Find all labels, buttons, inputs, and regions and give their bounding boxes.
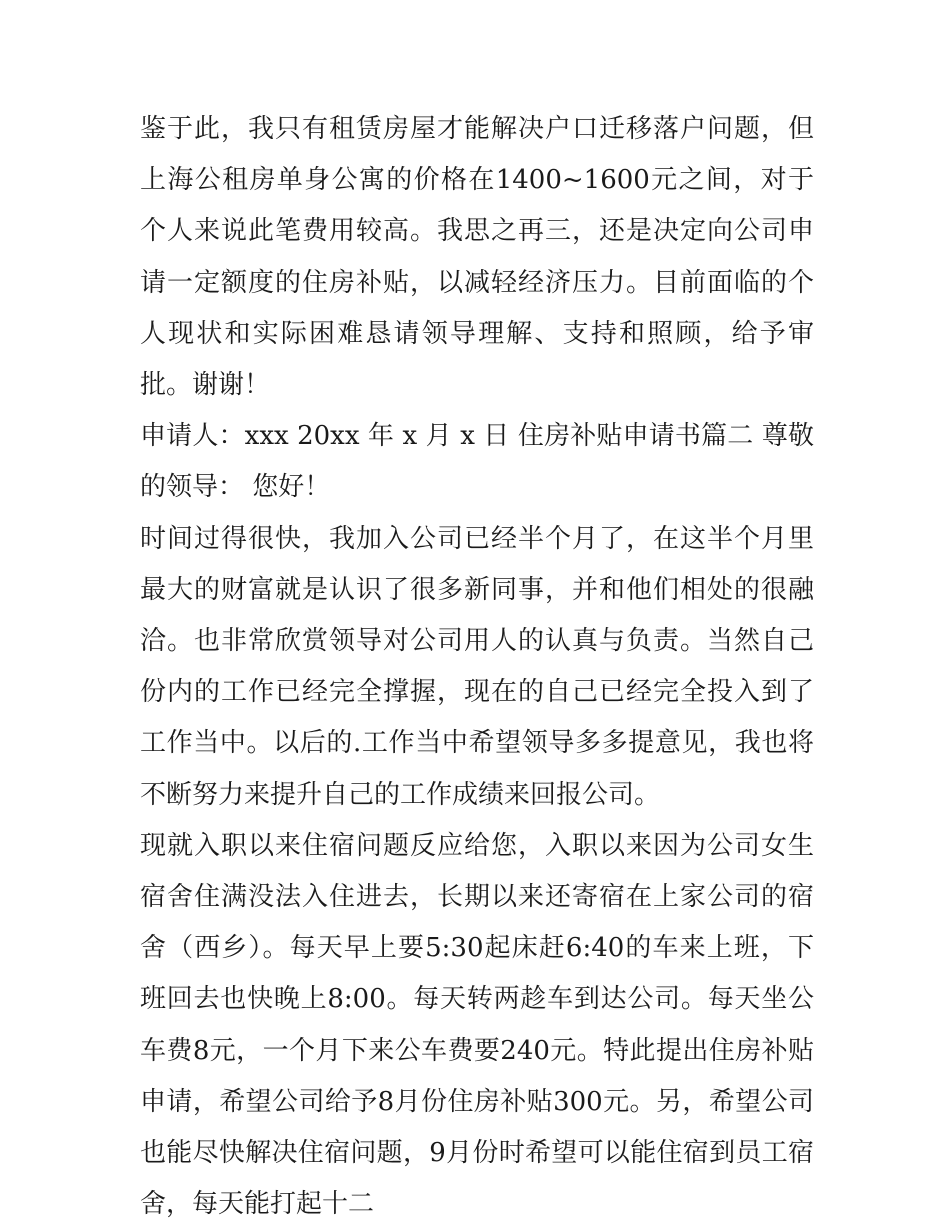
paragraph-work-introduction: 时间过得很快，我加入公司已经半个月了，在这半个月里最大的财富就是认识了很多新同事，并和他们相处的很融洽。也非常欣赏领导对公司用人的认真与负责。当然自己份内的工作已经完全撑握，现在的自己已经完全投入到了工作当中。以后的.工作当中希望领导多多提意见，我也将不断努力来提升自己的工作成绩来回报公司。	[140, 523, 814, 810]
paragraph-accommodation-request: 现就入职以来住宿问题反应给您，入职以来因为公司女生宿舍住满没法入住进去，长期以来还寄宿在上家公司的宿舍（西乡）。每天早上要5:30起床赶6:40的车来上班，下班回去也快晚上8:00。每天转两趁车到达公司。每天坐公车费8元，一个月下来公车费要240元。特此提出住房补贴申请，希望公司给予8月份住房补贴300元。另，希望公司也能尽快解决住宿问题，9月份时希望可以能住宿到员工宿舍，每天能打起十二	[140, 830, 814, 1220]
document-body	[140, 104, 814, 1230]
paragraph-applicant-signature: 申请人：xxx 20xx 年 x 月 x 日 住房补贴申请书篇二 尊敬的领导： 您好！	[140, 421, 814, 503]
paragraph-housing-reason: 鉴于此，我只有租赁房屋才能解决户口迁移落户问题，但上海公租房单身公寓的价格在1400~1600元之间，对于个人来说此笔费用较高。我思之再三，还是决定向公司申请一定额度的住房补贴，以减轻经济压力。目前面临的个人现状和实际困难恳请领导理解、支持和照顾，给予审批。谢谢！	[140, 114, 814, 401]
